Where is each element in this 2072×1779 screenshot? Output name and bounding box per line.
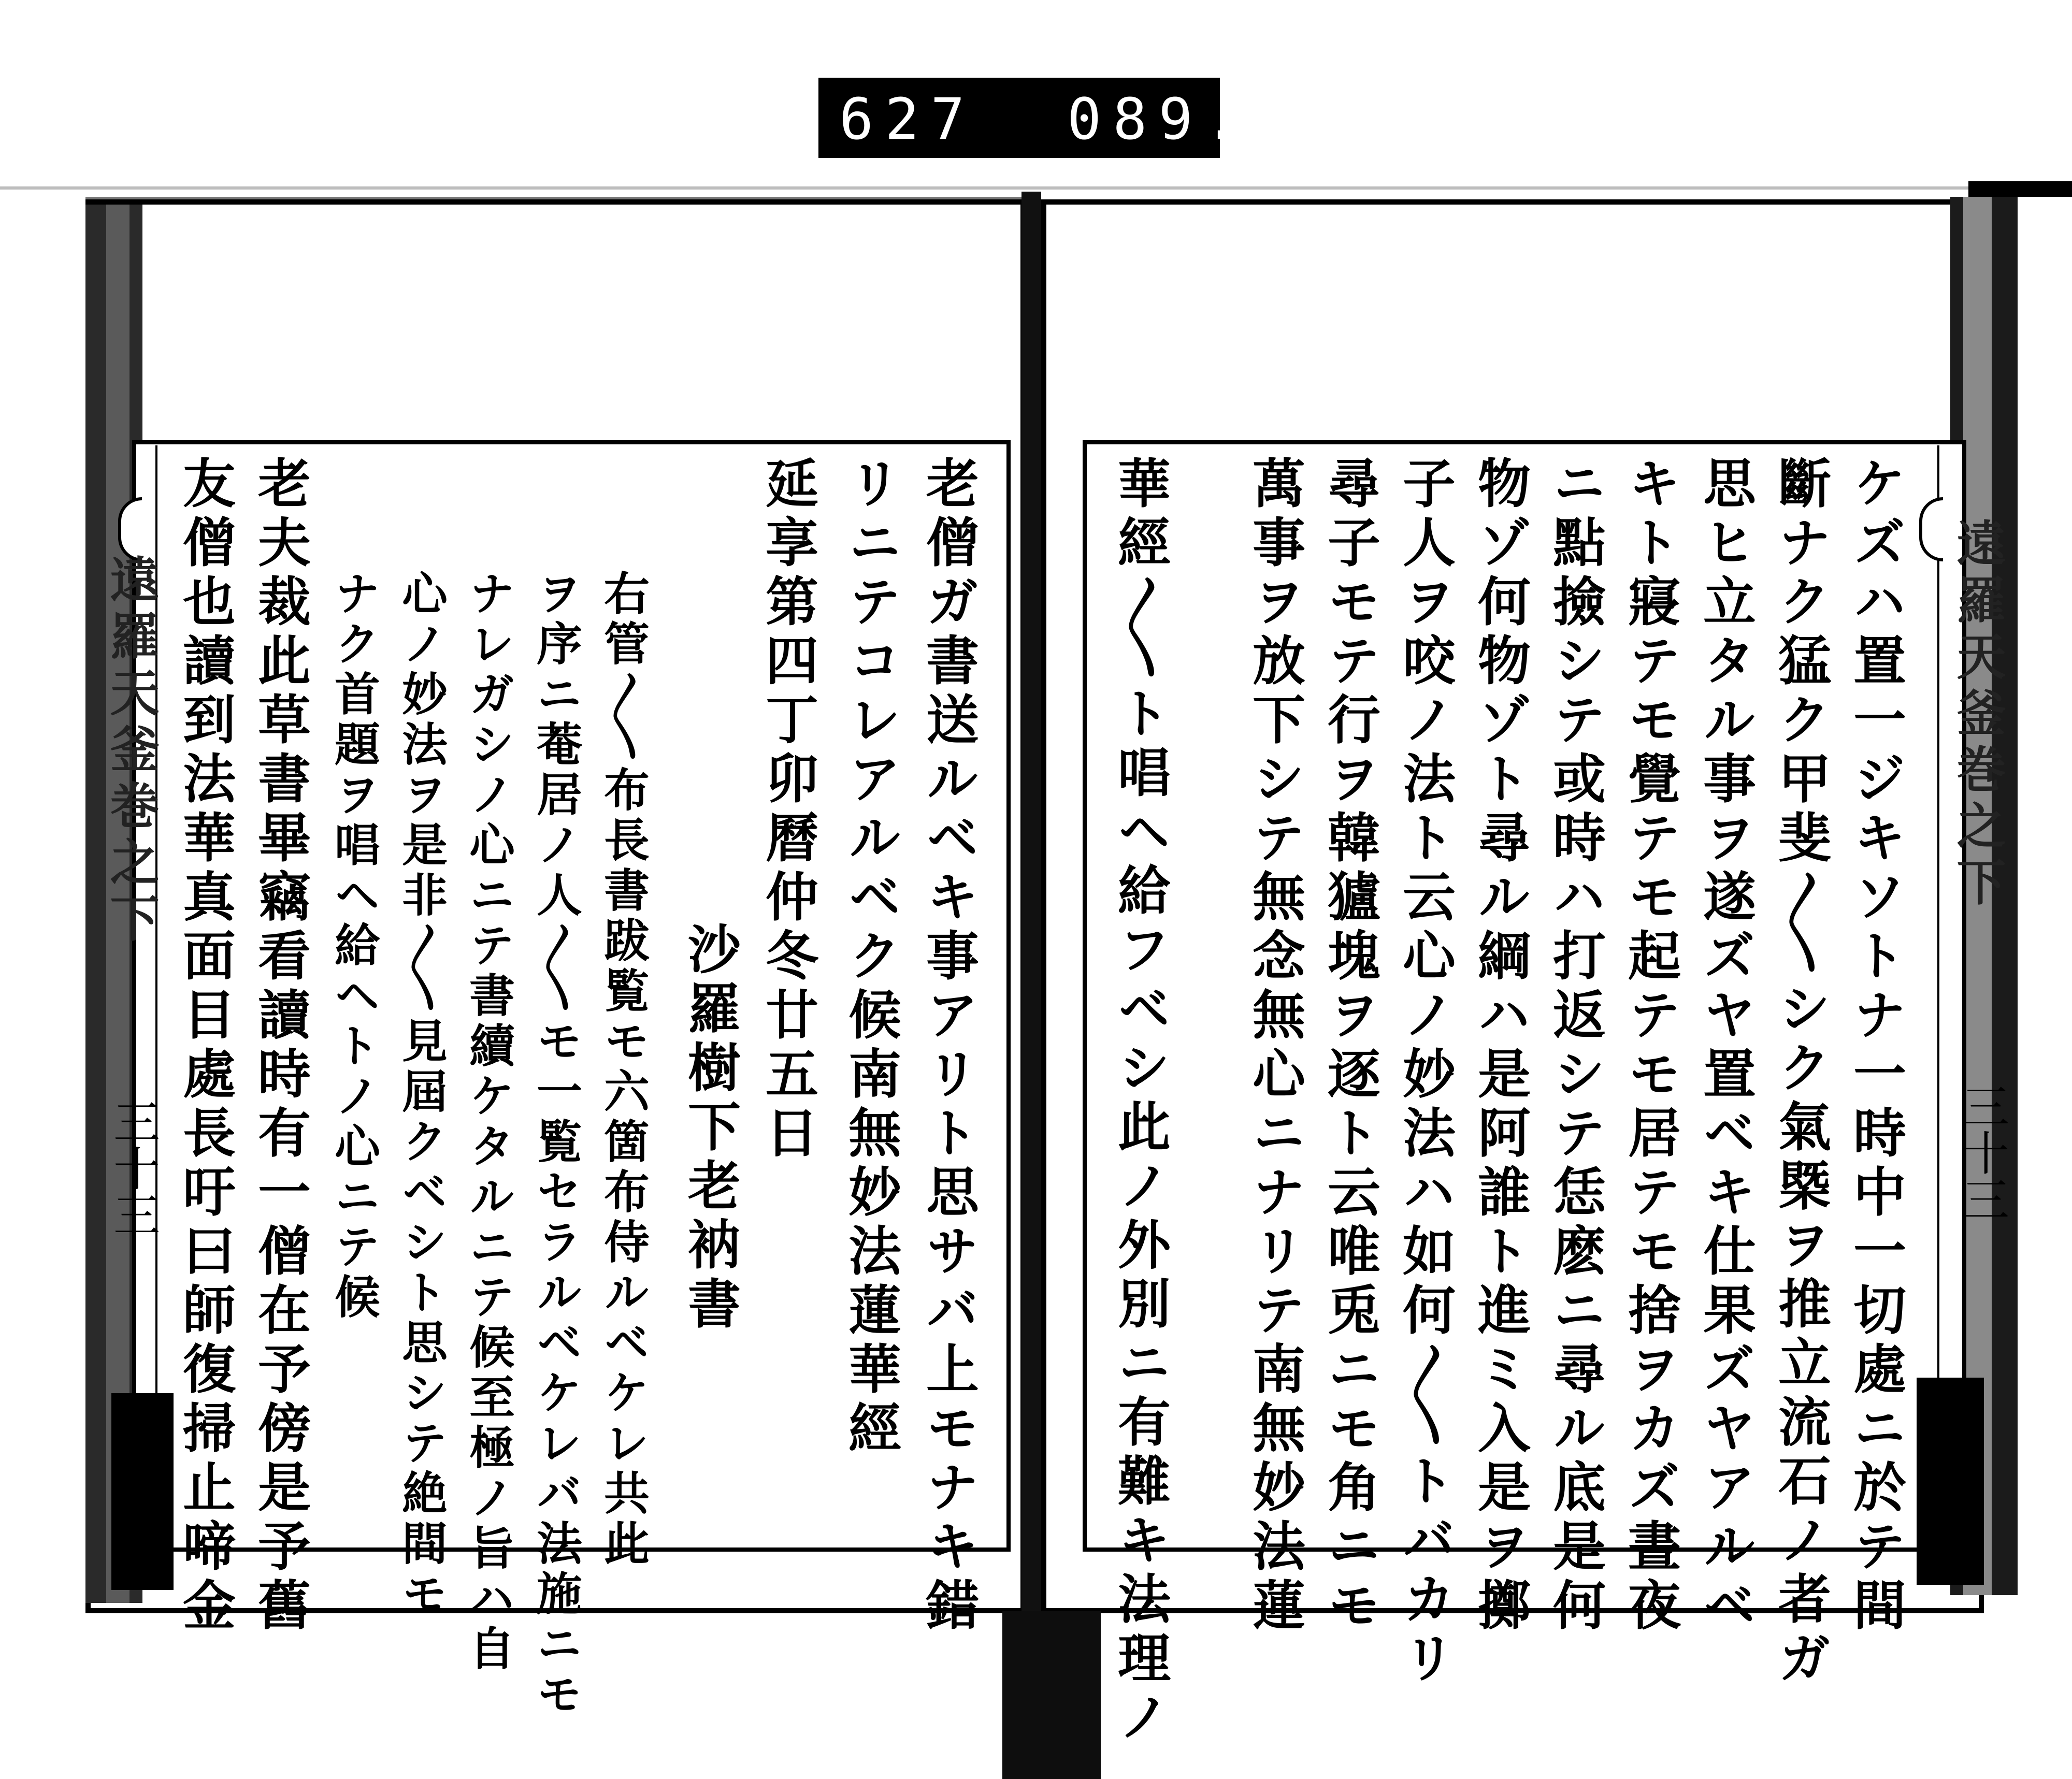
scan-edge-rule — [0, 186, 2072, 190]
right-margin-rule — [1937, 445, 1939, 1538]
signature: 沙羅樹下老衲書 — [679, 922, 741, 1335]
right-edge-block — [1917, 1378, 1984, 1585]
right-page-number: 三十三 — [1954, 1082, 2009, 1222]
right-column-2: 斷ナク猛ク甲斐〳〵シク氣槩ヲ推立流石ノ者ガ — [1769, 456, 1832, 1689]
postscript-column-2: ヲ序ニ菴居ノ人〳〵モ一覧セラルベケレバ法施ニモ — [529, 570, 583, 1720]
right-column-8: 尋子モテ行ヲ韓獹塊ヲ逐ト云唯兎ニモ角ニモ — [1319, 456, 1381, 1637]
frame-number-label — [818, 78, 1250, 158]
right-column-3: 思ヒ立タル事ヲ遂ズヤ置ベキ仕果ズヤアルベ — [1694, 456, 1757, 1637]
closing-column-2: 友僧也讀到法華真面目處長吁曰師復掃止啼金 — [174, 456, 236, 1637]
frame-number-left: 627 — [839, 86, 976, 152]
right-column-7: 子人ヲ咬ノ法ト云心ノ妙法ハ如何〳〵トバカリ — [1394, 456, 1456, 1689]
right-margin-title: 遠羅天釜巻之下 — [1949, 518, 2006, 913]
right-column-6: 物ゾ何物ゾト尋ル綱ハ是阿誰ト進ミ入是ヲ擲 — [1469, 456, 1531, 1637]
left-main-column-3: 延享第四丁卯曆仲冬廿五日 — [757, 456, 819, 1164]
postscript-column-5: ナク首題ヲ唱ヘ給ヘトノ心ニテ候 — [327, 570, 381, 1323]
postscript-column-4: 心ノ妙法ヲ是非〳〵見屆クベシト思シテ絶間モ — [395, 570, 449, 1620]
right-column-4: キト寢テモ覺テモ起テモ居テモ捨ヲカズ晝夜 — [1619, 456, 1681, 1637]
book-spine — [1021, 192, 1041, 1616]
corner-rule — [1968, 181, 2072, 197]
right-column-1: ケズハ置一ジキソトナ一時中一切處ニ於テ間 — [1845, 456, 1907, 1637]
left-main-column-1: 老僧ガ書送ルベキ事アリト思サバ上モナキ錯 — [917, 456, 980, 1637]
right-column-5: ニ點撿シテ或時ハ打返シテ恁麽ニ尋ル底是何 — [1544, 456, 1606, 1637]
postscript-column-3: ナレガシノ心ニテ書續ケタルニテ候至極ノ旨ハ自 — [462, 570, 516, 1675]
right-column-9: 萬事ヲ放下シテ無念無心ニナリテ南無妙法蓮 — [1244, 456, 1306, 1637]
closing-column-1: 老夫裁此草書畢竊看讀時有一僧在予傍是予舊 — [249, 456, 311, 1637]
right-column-10: 華經〳〵ト唱ヘ給フベシ此ノ外別ニ有難キ法理ノ — [1109, 456, 1171, 1748]
left-margin-title: 遠羅天釜巻之下 — [102, 554, 160, 949]
left-edge-block — [111, 1393, 174, 1590]
left-page-number: 三十三 — [105, 1098, 160, 1238]
spine-shadow — [1002, 1611, 1101, 1779]
postscript-column-1: 右管〳〵布長書跋覧モ六箇布侍ルベケレ共此 — [597, 570, 651, 1570]
frame-number-right: 089. — [1067, 86, 1250, 152]
left-main-column-2: リニテコレアルベク候南無妙法蓮華經 — [840, 456, 902, 1459]
